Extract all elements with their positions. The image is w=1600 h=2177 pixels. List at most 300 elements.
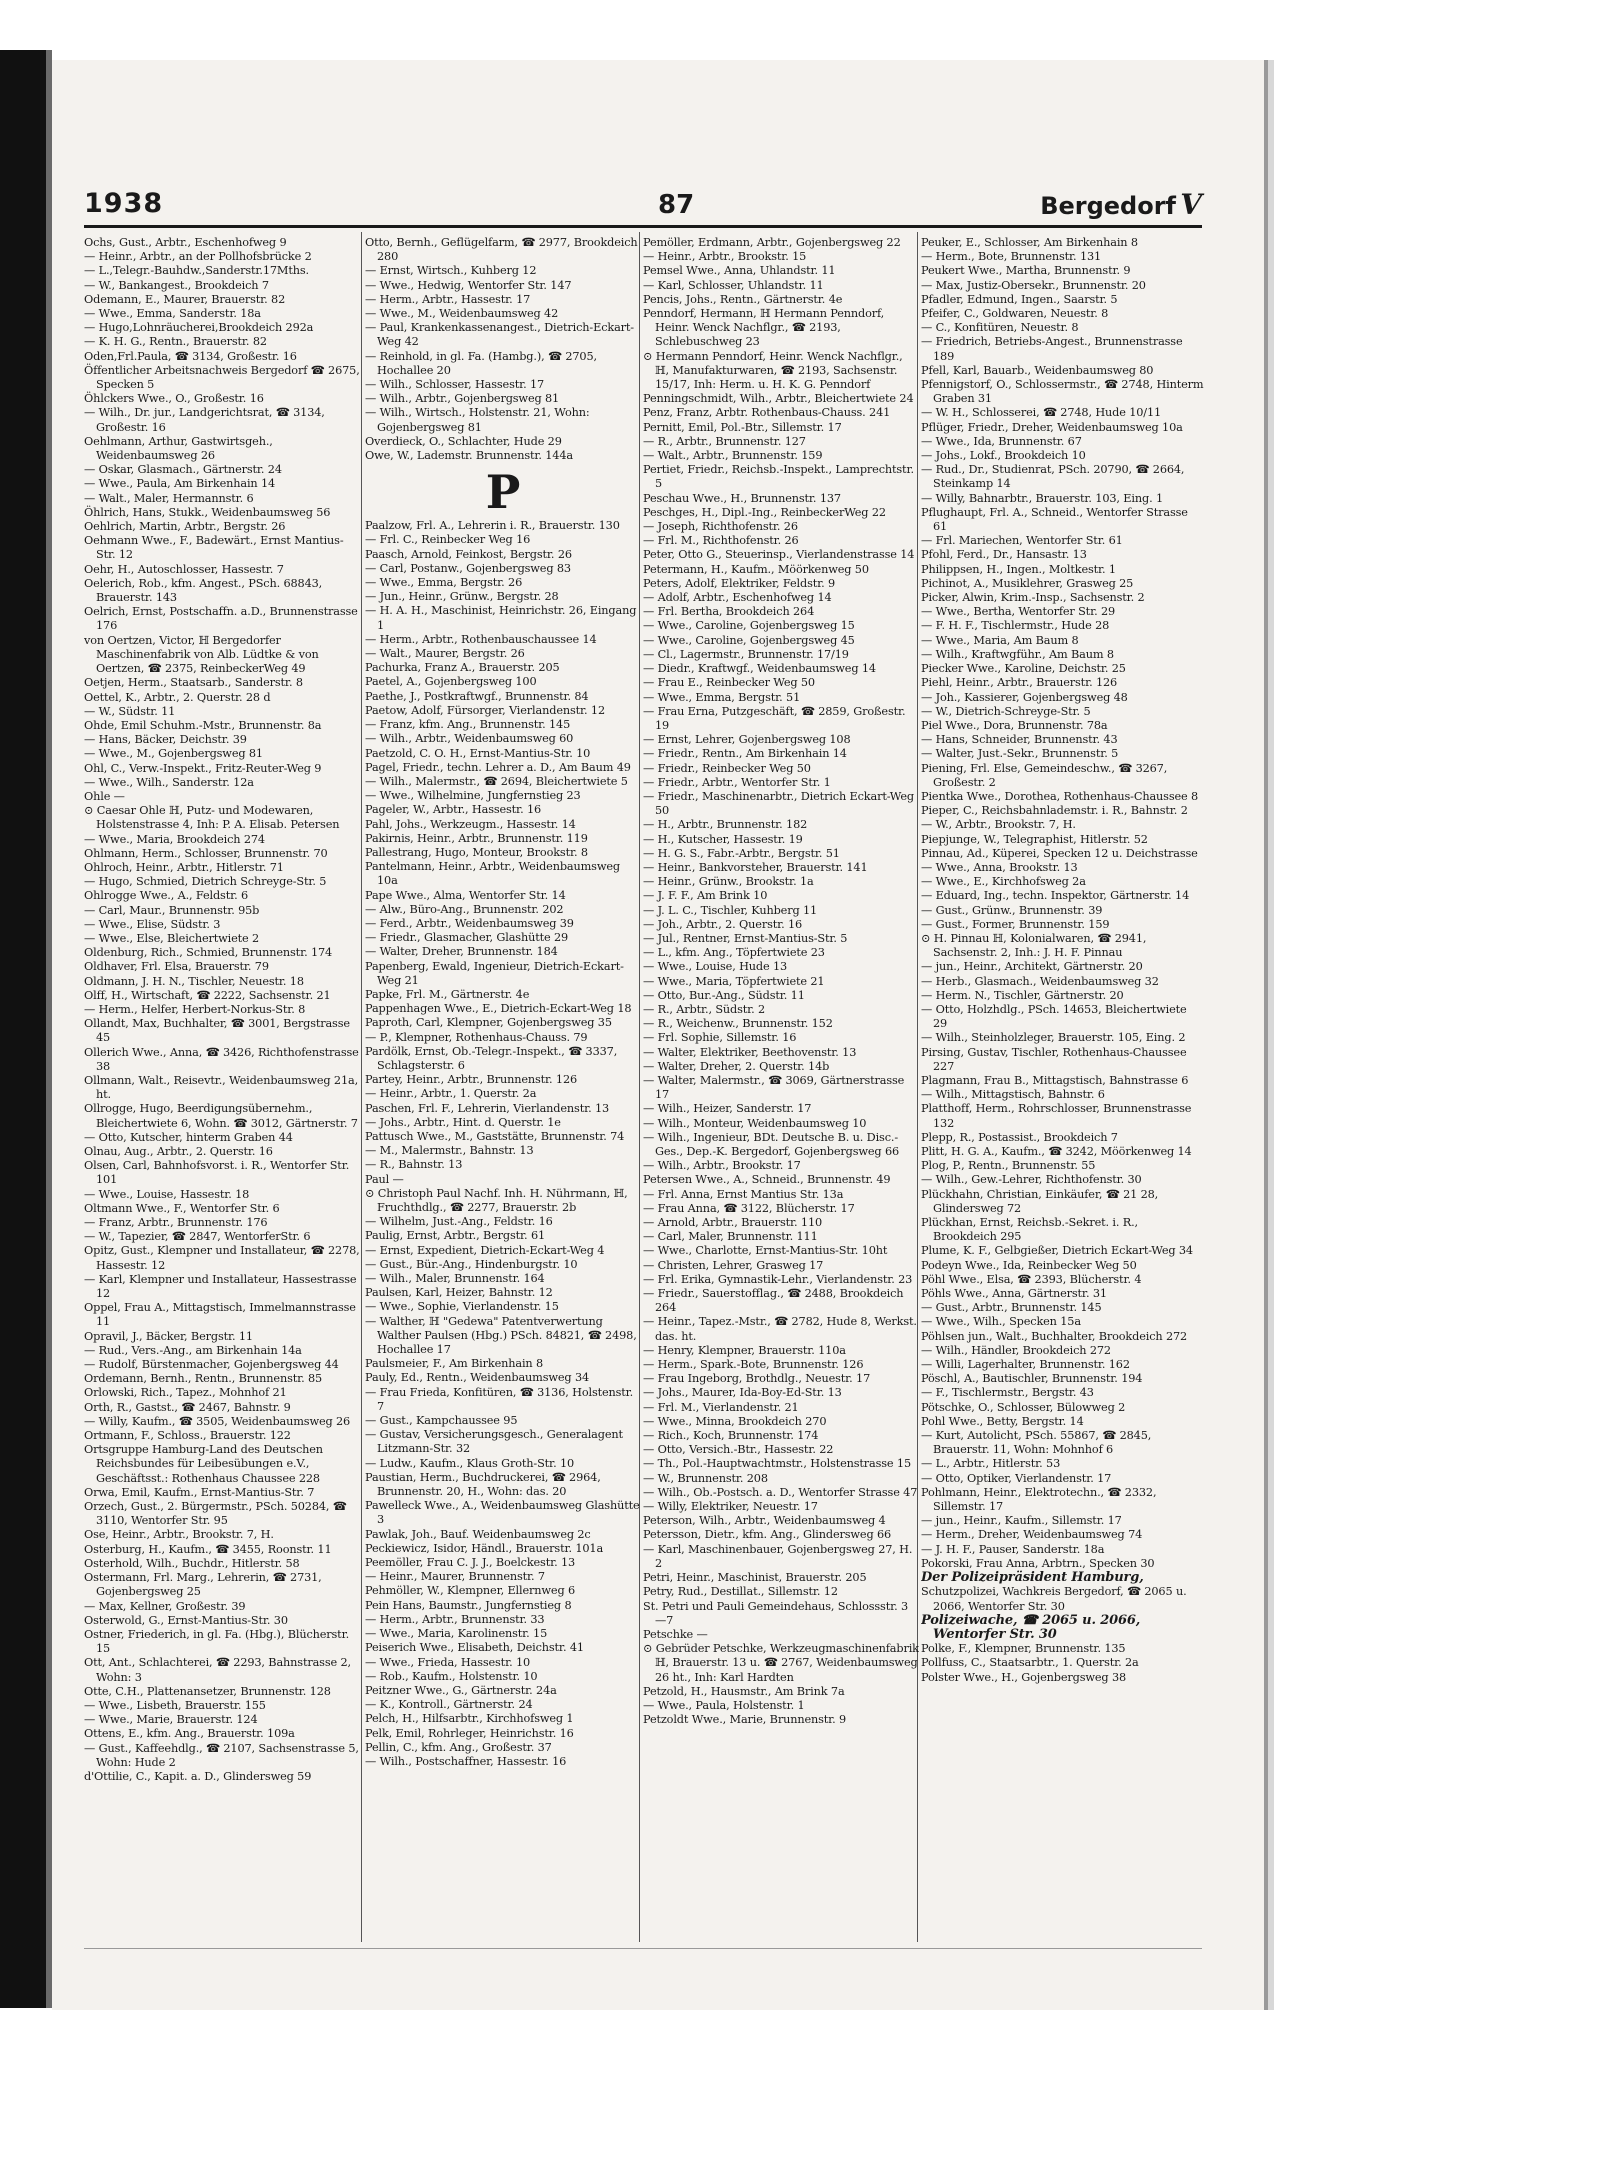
directory-entry: — Rudolf, Bürstenmacher, Gojenbergsweg 44 — [84, 1358, 339, 1372]
directory-entry: — W. H., Schlosserei, ☎ 2748, Hude 10/11 — [921, 406, 1162, 420]
header-title: Bergedorf — [1040, 192, 1176, 220]
directory-entry: — Wwe., Ida, Brunnenstr. 67 — [921, 434, 1082, 448]
directory-entry: — Jun., Heinr., Grünw., Bergstr. 28 — [365, 590, 559, 604]
directory-entry: — Herm. N., Tischler, Gärtnerstr. 20 — [921, 988, 1124, 1002]
directory-entry: Öhlckers Wwe., O., Großestr. 16 — [84, 392, 264, 406]
directory-entry: — Karl, Klempner und Installateur, Hassestrasse 12 — [84, 1272, 357, 1301]
directory-entry: — H. G. S., Fabr.-Arbtr., Bergstr. 51 — [643, 846, 840, 860]
directory-entry: Piecker Wwe., Karoline, Deichstr. 25 — [921, 662, 1126, 676]
directory-entry: — Wwe., Bertha, Wentorfer Str. 29 — [921, 605, 1116, 619]
directory-entry: Pötschke, O., Schlosser, Bülowweg 2 — [921, 1400, 1126, 1414]
directory-entry: — Arnold, Arbtr., Brauerstr. 110 — [643, 1216, 823, 1230]
directory-entry: — L.,Telegr.-Bauhdw.,Sanderstr.17Mths. — [84, 264, 309, 278]
directory-entry: Oden,Frl.Paula, ☎ 3134, Großestr. 16 — [84, 349, 297, 363]
directory-entry: — Wilh., Arbtr., Brookstr. 17 — [643, 1159, 801, 1173]
directory-entry: — Rich., Koch, Brunnenstr. 174 — [643, 1429, 819, 1443]
directory-entry: — W., Tapezier, ☎ 2847, WentorferStr. 6 — [84, 1230, 311, 1244]
directory-entry: — Frau Anna, ☎ 3122, Blücherstr. 17 — [643, 1201, 855, 1215]
directory-entry: — H., Arbtr., Brunnenstr. 182 — [643, 818, 808, 832]
directory-entry: Paulsen, Karl, Heizer, Bahnstr. 12 — [365, 1286, 553, 1300]
directory-entry: Oppel, Frau A., Mittagstisch, Immelmannstrasse 11 — [84, 1301, 356, 1329]
directory-entry: Plog, P., Rentn., Brunnenstr. 55 — [921, 1159, 1096, 1173]
directory-entry: Ohlmann, Herm., Schlosser, Brunnenstr. 70 — [84, 846, 328, 860]
directory-entry: — Wwe., E., Kirchhofsweg 2a — [921, 875, 1086, 889]
directory-entry: — Willy, Bahnarbtr., Brauerstr. 103, Eing. 1 — [921, 491, 1163, 505]
directory-entry: — Gust., Bür.-Ang., Hindenburgstr. 10 — [365, 1257, 578, 1271]
directory-entry: Peckiewicz, Isidor, Händl., Brauerstr. 101a — [365, 1541, 604, 1555]
directory-entry: — Wilh., Monteur, Weidenbaumsweg 10 — [643, 1116, 867, 1130]
directory-entry: — Wilh., Postschaffner, Hassestr. 16 — [365, 1754, 567, 1768]
directory-entry: Oetjen, Herm., Staatsarb., Sanderstr. 8 — [84, 676, 303, 690]
directory-entry: — Otto, Holzhdlg., PSch. 14653, Bleichertwiete 29 — [921, 1002, 1187, 1031]
directory-entry: — Rob., Kaufm., Holstenstr. 10 — [365, 1669, 538, 1683]
directory-entry: Platthoff, Herm., Rohrschlosser, Brunnenstrasse 132 — [921, 1102, 1192, 1130]
directory-entry: Oelerich, Rob., kfm. Angest., PSch. 68843, Brauerstr. 143 — [84, 576, 323, 605]
directory-entry: — L., kfm. Ang., Töpfertwiete 23 — [643, 946, 825, 960]
directory-entry: St. Petri und Pauli Gemeindehaus, Schlossstr. 3—7 — [643, 1599, 909, 1627]
directory-entry: — Wwe., Sophie, Vierlandenstr. 15 — [365, 1300, 559, 1314]
directory-entry: Papenberg, Ewald, Ingenieur, Dietrich-Eckart-Weg 21 — [365, 959, 624, 987]
directory-entry: — Hans, Bäcker, Deichstr. 39 — [84, 733, 247, 747]
directory-entry: Pertiet, Friedr., Reichsb.-Inspekt., Lamprechtstr. 5 — [643, 463, 914, 491]
directory-entry: — Walter, Dreher, Brunnenstr. 184 — [365, 945, 558, 959]
directory-entry: Pemöller, Erdmann, Arbtr., Gojenbergsweg 22 — [643, 236, 901, 249]
directory-entry: Otto, Bernh., Geflügelfarm, ☎ 2977, Brookdeich 280 — [365, 236, 638, 264]
directory-entry: — R., Weichenw., Brunnenstr. 152 — [643, 1017, 833, 1031]
directory-entry: Pieper, C., Reichsbahnlademstr. i. R., Bahnstr. 2 — [921, 804, 1188, 818]
directory-entry: — Herm., Arbtr., Brunnenstr. 33 — [365, 1612, 545, 1626]
directory-entry: Ostermann, Frl. Marg., Lehrerin, ☎ 2731, Gojenbergsweg 25 — [84, 1571, 322, 1599]
directory-entry: Paethe, J., Postkraftwgf., Brunnenstr. 84 — [365, 689, 589, 703]
directory-entry: Papke, Frl. M., Gärtnerstr. 4e — [365, 987, 530, 1001]
directory-entry: d'Ottilie, C., Kapit. a. D., Glindersweg 59 — [84, 1769, 312, 1783]
directory-entry: — F., Tischlermstr., Bergstr. 43 — [921, 1386, 1094, 1400]
directory-entry: — Willy, Elektriker, Neuestr. 17 — [643, 1500, 818, 1514]
directory-entry: von Oertzen, Victor, ℍ Bergedorfer Maschinenfabrik von Alb. Lüdtke & von Oertzen, ☎ 2375, ReinbeckerWeg 49 — [84, 633, 319, 676]
directory-entry: — jun., Heinr., Architekt, Gärtnerstr. 20 — [921, 960, 1143, 974]
directory-entry: — Wilh., Schlosser, Hassestr. 17 — [365, 378, 545, 392]
directory-entry: — Wwe., Else, Bleichertwiete 2 — [84, 931, 260, 945]
directory-entry: — Frau Erna, Putzgeschäft, ☎ 2859, Großestr. 19 — [643, 704, 906, 732]
directory-entry: Pflüger, Friedr., Dreher, Weidenbaumsweg 10a — [921, 420, 1183, 434]
directory-entry: — Johs., Lokf., Brookdeich 10 — [921, 449, 1086, 463]
directory-entry: Olsen, Carl, Bahnhofsvorst. i. R., Wentorfer Str. 101 — [84, 1159, 350, 1187]
directory-entry: Pichinot, A., Musiklehrer, Grasweg 25 — [921, 576, 1134, 590]
directory-entry: Pein Hans, Baumstr., Jungfernstieg 8 — [365, 1598, 572, 1612]
directory-entry: — Gustav, Versicherungsgesch., Generalagent Litzmann-Str. 32 — [365, 1428, 623, 1456]
directory-entry: — Wilh., Mittagstisch, Bahnstr. 6 — [921, 1088, 1105, 1102]
directory-entry: Picker, Alwin, Krim.-Insp., Sachsenstr. 2 — [921, 591, 1145, 605]
directory-entry: ⊙ Hermann Penndorf, Heinr. Wenck Nachflgr., ℍ, Manufakturwaren, ☎ 2193, Sachsenstr. 15/17, Inh: Herm. u. H. K. G. Penndorf — [643, 349, 903, 392]
directory-entry: Ollrogge, Hugo, Beerdigungsübernehm., Bleichertwiete 6, Wohn. ☎ 3012, Gärtnerstr. 7 — [84, 1102, 358, 1130]
directory-entry: Pokorski, Frau Anna, Arbtrn., Specken 30 — [921, 1556, 1155, 1570]
directory-entry: — Friedrich, Betriebs-Angest., Brunnenstrasse 189 — [921, 335, 1183, 363]
directory-entry: — H., Kutscher, Hassestr. 19 — [643, 832, 803, 846]
directory-entry: ⊙ Gebrüder Petschke, Werkzeugmaschinenfabrik ℍ, Brauerstr. 13 u. ☎ 2767, Weidenbaumsweg 26 ht., Inh: Karl Hardten — [643, 1642, 919, 1684]
directory-entry: Ochs, Gust., Arbtr., Eschenhofweg 9 — [84, 236, 287, 249]
directory-entry: — Karl, Schlosser, Uhlandstr. 11 — [643, 278, 824, 292]
directory-entry: Pinnau, Ad., Küperei, Specken 12 u. Deichstrasse — [921, 846, 1198, 860]
directory-entry: — Walter, Malermstr., ☎ 3069, Gärtnerstrasse 17 — [643, 1073, 905, 1102]
directory-entry: — Friedr., Arbtr., Wentorfer Str. 1 — [643, 775, 831, 789]
directory-entry: Petersson, Dietr., kfm. Ang., Glindersweg 66 — [643, 1528, 892, 1542]
directory-entry: — Frl. Mariechen, Wentorfer Str. 61 — [921, 534, 1123, 548]
directory-entry: Piehl, Heinr., Arbtr., Brauerstr. 126 — [921, 676, 1118, 690]
directory-entry: — M., Malermstr., Bahnstr. 13 — [365, 1144, 534, 1158]
directory-entry: Ollmann, Walt., Reisevtr., Weidenbaumsweg 21a, ht. — [84, 1073, 359, 1102]
directory-entry: — L., Arbtr., Hitlerstr. 53 — [921, 1457, 1061, 1471]
directory-entry: — Joh., Kassierer, Gojenbergsweg 48 — [921, 690, 1128, 704]
directory-entry: — Wwe., Maria, Brookdeich 274 — [84, 832, 265, 846]
directory-entry: — Reinhold, in gl. Fa. (Hambg.), ☎ 2705, Hochallee 20 — [365, 349, 597, 377]
directory-entry: Orzech, Gust., 2. Bürgermstr., PSch. 50284, ☎ 3110, Wentorfer Str. 95 — [84, 1500, 347, 1528]
directory-entry: — Wwe., Frieda, Hassestr. 10 — [365, 1655, 531, 1669]
directory-entry: — Wwe., Louise, Hude 13 — [643, 960, 788, 974]
directory-entry: — Wwe., Charlotte, Ernst-Mantius-Str. 10ht — [643, 1244, 888, 1258]
directory-entry: Ohle — — [84, 789, 125, 803]
directory-entry: Petzoldt Wwe., Marie, Brunnenstr. 9 — [643, 1713, 847, 1727]
directory-entry: — W., Dietrich-Schreyge-Str. 5 — [921, 704, 1091, 718]
column-2 — [365, 236, 641, 1942]
directory-entry: — W., Bankangest., Brookdeich 7 — [84, 278, 269, 292]
directory-entry: — Walter, Elektriker, Beethovenstr. 13 — [643, 1045, 857, 1059]
directory-entry: Ohlroch, Heinr., Arbtr., Hitlerstr. 71 — [84, 860, 284, 874]
directory-entry: Penz, Franz, Arbtr. Rothenbaus-Chauss. 241 — [643, 406, 891, 420]
page-header — [84, 182, 1202, 226]
directory-entry: — Willy, Kaufm., ☎ 3505, Weidenbaumsweg 26 — [84, 1414, 351, 1428]
directory-entry: Owe, W., Lademstr. Brunnenstr. 144a — [365, 449, 573, 463]
directory-entry: Pape Wwe., Alma, Wentorfer Str. 14 — [365, 888, 566, 902]
directory-entry: Orwa, Emil, Kaufm., Ernst-Mantius-Str. 7 — [84, 1485, 315, 1499]
directory-entry: Pelch, H., Hilfsarbtr., Kirchhofsweg 1 — [365, 1712, 574, 1726]
directory-entry: — Heinr., Tapez.-Mstr., ☎ 2782, Hude 8, Werkst. das. ht. — [643, 1315, 917, 1343]
directory-entry: — Wwe., Caroline, Gojenbergsweg 15 — [643, 619, 855, 633]
directory-entry: — F. H. F., Tischlermstr., Hude 28 — [921, 619, 1110, 633]
directory-entry: Pencis, Johs., Rentn., Gärtnerstr. 4e — [643, 292, 843, 306]
directory-entry: Plume, K. F., Gelbgießer, Dietrich Eckart-Weg 34 — [921, 1244, 1193, 1258]
directory-entry: — Joseph, Richthofenstr. 26 — [643, 520, 798, 534]
directory-entry: — Herm., Spark.-Bote, Brunnenstr. 126 — [643, 1358, 864, 1372]
directory-entry: — Herm., Arbtr., Rothenbauschaussee 14 — [365, 632, 597, 646]
directory-entry: — Ernst, Expedient, Dietrich-Eckart-Weg 4 — [365, 1243, 605, 1257]
directory-entry: — Joh., Arbtr., 2. Querstr. 16 — [643, 917, 803, 931]
directory-entry: — W., Brunnenstr. 208 — [643, 1471, 768, 1485]
directory-entry: Pagel, Friedr., techn. Lehrer a. D., Am Baum 49 — [365, 760, 631, 774]
directory-entry: — Henry, Klempner, Brauerstr. 110a — [643, 1343, 846, 1357]
header-year: 1938 — [84, 188, 164, 219]
directory-entry: — Adolf, Arbtr., Eschenhofweg 14 — [643, 591, 832, 605]
directory-entry: — Ernst, Wirtsch., Kuhberg 12 — [365, 264, 537, 278]
directory-entry: — Wwe., Emma, Bergstr. 51 — [643, 690, 801, 704]
directory-entry: — Heinr., Bankvorsteher, Brauerstr. 141 — [643, 860, 868, 874]
directory-entry: Oehlmann, Arthur, Gastwirtsgeh., Weidenbaumsweg 26 — [84, 434, 273, 463]
header-page-number: 87 — [658, 190, 695, 220]
directory-entry: — Max, Kellner, Großestr. 39 — [84, 1599, 246, 1613]
directory-entry: Ohl, C., Verw.-Inspekt., Fritz-Reuter-Weg 9 — [84, 761, 322, 775]
directory-entry: — Cl., Lagermstr., Brunnenstr. 17/19 — [643, 647, 849, 661]
directory-entry: — Wilh., Arbtr., Gojenbergsweg 81 — [365, 392, 560, 406]
directory-entry: — Heinr., Arbtr., Brookstr. 15 — [643, 250, 807, 264]
directory-entry: Osterhold, Wilh., Buchdr., Hitlerstr. 58 — [84, 1556, 300, 1570]
directory-entry: — Wwe., Wilhelmine, Jungfernstieg 23 — [365, 789, 581, 803]
directory-entry: Pauly, Ed., Rentn., Weidenbaumsweg 34 — [365, 1371, 590, 1385]
directory-entry: — Kurt, Autolicht, PSch. 55867, ☎ 2845, Brauerstr. 11, Wohn: Mohnhof 6 — [921, 1429, 1152, 1457]
directory-entry: Peschau Wwe., H., Brunnenstr. 137 — [643, 491, 841, 505]
directory-entry: — Heinr., Maurer, Brunnenstr. 7 — [365, 1570, 545, 1584]
directory-entry: — Christen, Lehrer, Grasweg 17 — [643, 1258, 824, 1272]
directory-entry: Podeyn Wwe., Ida, Reinbecker Weg 50 — [921, 1258, 1137, 1272]
directory-entry: — Wwe., M., Gojenbergsweg 81 — [84, 747, 263, 761]
directory-entry: Öffentlicher Arbeitsnachweis Bergedorf ☎ 2675, Specken 5 — [84, 363, 360, 392]
directory-entry: — Gust., Former, Brunnenstr. 159 — [921, 917, 1110, 931]
directory-entry: — jun., Heinr., Kaufm., Sillemstr. 17 — [921, 1514, 1122, 1528]
directory-entry: Olnau, Aug., Arbtr., 2. Querstr. 16 — [84, 1145, 273, 1158]
directory-entry: — Otto, Kutscher, hinterm Graben 44 — [84, 1130, 293, 1144]
directory-entry: Pantelmann, Heinr., Arbtr., Weidenbaumsweg 10a — [365, 860, 620, 888]
directory-entry: Paulsmeier, F., Am Birkenhain 8 — [365, 1357, 544, 1371]
directory-entry: Petri, Heinr., Maschinist, Brauerstr. 205 — [643, 1571, 867, 1585]
directory-entry: — J. L. C., Tischler, Kuhberg 11 — [643, 903, 818, 917]
directory-entry: — Gust., Kampchaussee 95 — [365, 1414, 518, 1428]
directory-entry: Plepp, R., Postassist., Brookdeich 7 — [921, 1130, 1118, 1144]
directory-entry: Ordemann, Bernh., Rentn., Brunnenstr. 85 — [84, 1372, 323, 1386]
directory-entry: — Wilh., Dr. jur., Landgerichtsrat, ☎ 3134, Großestr. 16 — [84, 406, 325, 434]
directory-entry: — Hans, Schneider, Brunnenstr. 43 — [921, 733, 1118, 747]
directory-entry: Pfeifer, C., Goldwaren, Neuestr. 8 — [921, 307, 1109, 321]
directory-entry: — Wilh., Kraftwgführ., Am Baum 8 — [921, 647, 1114, 661]
directory-entry: Orth, R., Gastst., ☎ 2467, Bahnstr. 9 — [84, 1400, 291, 1414]
directory-entry: Peuker, E., Schlosser, Am Birkenhain 8 — [921, 236, 1138, 249]
directory-entry: Peschges, H., Dipl.-Ing., ReinbeckerWeg 22 — [643, 505, 886, 519]
directory-entry: — Gust., Grünw., Brunnenstr. 39 — [921, 903, 1103, 917]
header-rule — [84, 225, 1202, 228]
directory-entry: — Wwe., Emma, Bergstr. 26 — [365, 576, 523, 590]
directory-heading: Polizeiwache, ☎ 2065 u. 2066, Wentorfer Str. 30 — [921, 1612, 1141, 1642]
directory-entry: Pfennigstorf, O., Schlossermstr., ☎ 2748, Hinterm Graben 31 — [921, 378, 1204, 406]
directory-entry: Orlowski, Rich., Tapez., Mohnhof 21 — [84, 1386, 287, 1400]
directory-entry: Peterson, Wilh., Arbtr., Weidenbaumsweg 4 — [643, 1514, 886, 1528]
directory-entry: — Johs., Arbtr., Hint. d. Querstr. 1e — [365, 1115, 561, 1129]
directory-entry: Opravil, J., Bäcker, Bergstr. 11 — [84, 1329, 253, 1343]
directory-entry: — Rud., Dr., Studienrat, PSch. 20790, ☎ 2664, Steinkamp 14 — [921, 463, 1185, 491]
directory-entry: ⊙ Christoph Paul Nachf. Inh. H. Nührmann, ℍ, Fruchthdlg., ☎ 2277, Brauerstr. 2b — [365, 1186, 628, 1214]
directory-entry: Pohlmann, Heinr., Elektrotechn., ☎ 2332, Sillemstr. 17 — [921, 1485, 1157, 1514]
directory-entry: Pehmöller, W., Klempner, Ellernweg 6 — [365, 1584, 576, 1598]
directory-entry: Ortmann, F., Schloss., Brauerstr. 122 — [84, 1429, 291, 1443]
directory-entry: — Frl. Bertha, Brookdeich 264 — [643, 605, 815, 619]
directory-entry: — Frau E., Reinbecker Weg 50 — [643, 676, 815, 690]
directory-entry: Oltmann Wwe., F., Wentorfer Str. 6 — [84, 1201, 280, 1215]
directory-entry: — J. F. F., Am Brink 10 — [643, 889, 768, 903]
directory-entry: Opitz, Gust., Klempner und Installateur, ☎ 2278, Hassestr. 12 — [84, 1244, 360, 1272]
directory-entry: Pallestrang, Hugo, Monteur, Brookstr. 8 — [365, 845, 588, 859]
directory-entry: — Rud., Vers.-Ang., am Birkenhain 14a — [84, 1343, 302, 1357]
directory-entry: Odemann, E., Maurer, Brauerstr. 82 — [84, 292, 286, 306]
directory-entry: — Walt., Maurer, Bergstr. 26 — [365, 647, 525, 661]
directory-entry: — Otto, Bur.-Ang., Südstr. 11 — [643, 988, 805, 1002]
directory-entry: Petry, Rud., Destillat., Sillemstr. 12 — [643, 1585, 838, 1599]
directory-entry: — Ludw., Kaufm., Klaus Groth-Str. 10 — [365, 1456, 575, 1470]
directory-entry: Petzold, H., Hausmstr., Am Brink 7a — [643, 1684, 845, 1698]
directory-entry: — Wwe., Maria, Karolinenstr. 15 — [365, 1627, 548, 1641]
directory-entry: — Karl, Maschinenbauer, Gojenbergsweg 27, H. 2 — [643, 1542, 913, 1570]
directory-entry: — Wilh., Heizer, Sanderstr. 17 — [643, 1102, 812, 1116]
directory-entry: — Herm., Bote, Brunnenstr. 131 — [921, 250, 1102, 264]
directory-entry: Pardölk, Ernst, Ob.-Telegr.-Inspekt., ☎ 3337, Schlagsterstr. 6 — [365, 1044, 618, 1072]
directory-entry: — Walther, ℍ "Gedewa" Patentverwertung Walther Paulsen (Hbg.) PSch. 84821, ☎ 2498, Hochallee 17 — [365, 1314, 637, 1357]
directory-entry: — Willi, Lagerhalter, Brunnenstr. 162 — [921, 1358, 1130, 1372]
directory-entry: — R., Arbtr., Brunnenstr. 127 — [643, 434, 806, 448]
directory-entry: — Franz, kfm. Ang., Brunnenstr. 145 — [365, 718, 571, 732]
directory-entry: — Gust., Arbtr., Brunnenstr. 145 — [921, 1301, 1102, 1315]
directory-entry: Pfadler, Edmund, Ingen., Saarstr. 5 — [921, 292, 1118, 306]
directory-entry: — Walt., Arbtr., Brunnenstr. 159 — [643, 449, 823, 463]
directory-entry: — Wilh., Ob.-Postsch. a. D., Wentorfer Strasse 47 — [643, 1485, 918, 1499]
directory-entry: — Wwe., Wilh., Sanderstr. 12a — [84, 775, 254, 789]
directory-entry: — Wilh., Ingenieur, BDt. Deutsche B. u. Disc.-Ges., Dep.-K. Bergedorf, Gojenbergsweg 66 — [643, 1130, 900, 1158]
directory-entry: Petschke — — [643, 1627, 708, 1641]
directory-entry: Paetzold, C. O. H., Ernst-Mantius-Str. 10 — [365, 746, 591, 760]
directory-entry: Pappenhagen Wwe., E., Dietrich-Eckart-Weg 18 — [365, 1002, 632, 1016]
directory-entry: — Gust., Kaffeehdlg., ☎ 2107, Sachsenstrasse 5, Wohn: Hude 2 — [84, 1741, 359, 1769]
directory-entry: — Otto, Optiker, Vierlandenstr. 17 — [921, 1471, 1112, 1485]
directory-entry: Pachurka, Franz A., Brauerstr. 205 — [365, 661, 560, 675]
directory-entry: Peitzner Wwe., G., Gärtnerstr. 24a — [365, 1683, 557, 1697]
directory-entry: — Wilh., Malermstr., ☎ 2694, Bleichertwiete 5 — [365, 774, 628, 788]
directory-entry: Pöhl Wwe., Elsa, ☎ 2393, Blücherstr. 4 — [921, 1272, 1142, 1286]
directory-entry: — Wwe., Hedwig, Wentorfer Str. 147 — [365, 278, 572, 292]
directory-entry: Paalzow, Frl. A., Lehrerin i. R., Brauerstr. 130 — [365, 519, 620, 533]
directory-entry: Pellin, C., kfm. Ang., Großestr. 37 — [365, 1740, 552, 1754]
directory-entry: — Wwe., Louise, Hassestr. 18 — [84, 1187, 250, 1201]
directory-entry: — Frl. M., Richthofenstr. 26 — [643, 534, 799, 548]
directory-entry: Piel Wwe., Dora, Brunnenstr. 78a — [921, 718, 1108, 732]
directory-entry: — H. A. H., Maschinist, Heinrichstr. 26, Eingang 1 — [365, 604, 637, 632]
directory-entry: — Wwe., Maria, Am Baum 8 — [921, 633, 1079, 647]
directory-entry: — Wilh., Arbtr., Weidenbaumsweg 60 — [365, 732, 574, 746]
directory-entry: Pernitt, Emil, Pol.-Btr., Sillemstr. 17 — [643, 420, 842, 434]
directory-entry: — Wwe., Minna, Brookdeich 270 — [643, 1414, 827, 1428]
directory-entry: — Frau Ingeborg, Brothdlg., Neuestr. 17 — [643, 1372, 871, 1386]
directory-entry: — Herm., Arbtr., Hassestr. 17 — [365, 292, 531, 306]
directory-entry: — Frl. C., Reinbecker Weg 16 — [365, 533, 531, 547]
header-section: V — [1180, 188, 1202, 221]
directory-entry: Pollfuss, C., Staatsarbtr., 1. Querstr. 2a — [921, 1656, 1139, 1670]
directory-entry: — Frau Frieda, Konfitüren, ☎ 3136, Holstenstr. 7 — [365, 1385, 634, 1413]
directory-entry: — K., Kontroll., Gärtnerstr. 24 — [365, 1698, 533, 1712]
directory-entry: — Wwe., Elise, Südstr. 3 — [84, 917, 221, 931]
column-3 — [643, 236, 919, 1942]
directory-entry: Pemsel Wwe., Anna, Uhlandstr. 11 — [643, 264, 836, 278]
directory-entry: Polster Wwe., H., Gojenbergsweg 38 — [921, 1670, 1127, 1684]
directory-entry: — Ernst, Lehrer, Gojenbergsweg 108 — [643, 733, 851, 747]
directory-entry: — Ferd., Arbtr., Weidenbaumsweg 39 — [365, 916, 574, 930]
directory-entry: — Walter, Just.-Sekr., Brunnenstr. 5 — [921, 747, 1119, 761]
directory-entry: Paetow, Adolf, Fürsorger, Vierlandenstr. 12 — [365, 703, 605, 717]
directory-entry: Paasch, Arnold, Feinkost, Bergstr. 26 — [365, 547, 572, 561]
directory-entry: — K. H. G., Rentn., Brauerstr. 82 — [84, 335, 267, 349]
directory-entry: Pirsing, Gustav, Tischler, Rothenhaus-Chaussee 227 — [921, 1045, 1187, 1073]
directory-entry: — Frl. M., Vierlandenstr. 21 — [643, 1400, 799, 1414]
column-4 — [921, 236, 1204, 1942]
directory-entry: Oehlrich, Martin, Arbtr., Bergstr. 26 — [84, 520, 286, 534]
directory-entry: Petermann, H., Kaufm., Möörkenweg 50 — [643, 562, 869, 576]
directory-entry: Penningschmidt, Wilh., Arbtr., Bleichertwiete 24 — [643, 392, 914, 406]
directory-entry: Oehmann Wwe., F., Badewärt., Ernst Mantius-Str. 12 — [84, 534, 344, 562]
directory-entry: Peter, Otto G., Steuerinsp., Vierlandenstrasse 14 — [643, 548, 915, 562]
bottom-rule — [84, 1948, 1202, 1949]
directory-entry: — Wwe., Paula, Holstenstr. 1 — [643, 1698, 805, 1712]
directory-entry: ⊙ H. Pinnau ℍ, Kolonialwaren, ☎ 2941, Sachsenstr. 2, Inh.: J. H. F. Pinnau — [921, 931, 1147, 960]
column-1 — [84, 236, 360, 1942]
directory-entry: Pawlak, Joh., Bauf. Weidenbaumsweg 2c — [365, 1527, 591, 1541]
directory-entry: — J. H. F., Pauser, Sanderstr. 18a — [921, 1542, 1105, 1556]
directory-entry: — W., Südstr. 11 — [84, 704, 176, 718]
directory-entry: — Heinr., Arbtr., 1. Querstr. 2a — [365, 1087, 537, 1101]
directory-entry: Ortsgruppe Hamburg-Land des Deutschen Reichsbundes für Leibesübungen e.V., Geschäftsst.: Rothenhaus Chaussee 228 — [84, 1443, 323, 1485]
directory-entry: — Herb., Glasmach., Weidenbaumsweg 32 — [921, 974, 1159, 988]
directory-entry: Osterwold, G., Ernst-Mantius-Str. 30 — [84, 1613, 288, 1627]
directory-entry: Peters, Adolf, Elektriker, Feldstr. 9 — [643, 576, 836, 590]
directory-entry: Philippsen, H., Ingen., Moltkestr. 1 — [921, 562, 1116, 576]
directory-entry: Paschen, Frl. F., Lehrerin, Vierlandenstr. 13 — [365, 1101, 610, 1115]
directory-entry: — Max, Justiz-Obersekr., Brunnenstr. 20 — [921, 278, 1146, 292]
directory-entry: Petersen Wwe., A., Schneid., Brunnenstr. 49 — [643, 1173, 891, 1187]
directory-entry: — C., Konfitüren, Neuestr. 8 — [921, 321, 1079, 335]
directory-entry: Plitt, H. G. A., Kaufm., ☎ 3242, Möörkenweg 14 — [921, 1145, 1192, 1158]
directory-entry: — Jul., Rentner, Ernst-Mantius-Str. 5 — [643, 931, 848, 945]
directory-entry: — Wilh., Wirtsch., Holstenstr. 21, Wohn: Gojenbergsweg 81 — [365, 406, 590, 434]
directory-entry: Paproth, Carl, Klempner, Gojenbergsweg 35 — [365, 1016, 612, 1030]
directory-entry: Osterburg, H., Kaufm., ☎ 3455, Roonstr. 11 — [84, 1542, 332, 1556]
directory-entry: — Wilh., Händler, Brookdeich 272 — [921, 1343, 1111, 1357]
directory-entry: Pöschl, A., Bautischler, Brunnenstr. 194 — [921, 1372, 1143, 1386]
directory-entry: Oldenburg, Rich., Schmied, Brunnenstr. 174 — [84, 946, 333, 960]
directory-entry: — Wilh., Steinholzleger, Brauerstr. 105, Eing. 2 — [921, 1031, 1186, 1045]
directory-entry: Paulig, Ernst, Arbtr., Bergstr. 61 — [365, 1229, 546, 1243]
directory-entry: — Wilh., Gew.-Lehrer, Richthofenstr. 30 — [921, 1173, 1142, 1187]
directory-entry: — Wwe., M., Weidenbaumsweg 42 — [365, 307, 559, 321]
directory-entry: — Wwe., Paula, Am Birkenhain 14 — [84, 477, 276, 491]
directory-entry: Overdieck, O., Schlachter, Hude 29 — [365, 434, 562, 448]
directory-entry: Ostner, Friederich, in gl. Fa. (Hbg.), Blücherstr. 15 — [84, 1627, 350, 1656]
directory-entry: — Hugo, Schmied, Dietrich Schreyge-Str. 5 — [84, 875, 327, 889]
directory-entry: Pfohl, Ferd., Dr., Hansastr. 13 — [921, 548, 1087, 562]
directory-entry: — P., Klempner, Rothenhaus-Chauss. 79 — [365, 1030, 588, 1044]
directory-entry: — Wwe., Emma, Sanderstr. 18a — [84, 307, 261, 321]
directory-entry: Pageler, W., Arbtr., Hassestr. 16 — [365, 803, 542, 817]
directory-entry: Ott, Ant., Schlachterei, ☎ 2293, Bahnstrasse 2, Wohn: 3 — [84, 1656, 351, 1684]
directory-entry: Peiserich Wwe., Elisabeth, Deichstr. 41 — [365, 1641, 584, 1655]
directory-entry: Polke, F., Klempner, Brunnenstr. 135 — [921, 1642, 1126, 1656]
directory-entry: — R., Arbtr., Südstr. 2 — [643, 1002, 766, 1016]
directory-entry: Öhlrich, Hans, Stukk., Weidenbaumsweg 56 — [84, 505, 331, 519]
directory-entry: Pientka Wwe., Dorothea, Rothenhaus-Chaussee 8 — [921, 789, 1199, 803]
directory-entry: — Wwe., Caroline, Gojenbergsweg 45 — [643, 633, 855, 647]
directory-entry: Pahl, Johs., Werkzeugm., Hassestr. 14 — [365, 817, 576, 831]
directory-entry: Paustian, Herm., Buchdruckerei, ☎ 2964, Brunnenstr. 20, H., Wohn: das. 20 — [365, 1470, 601, 1499]
directory-entry: ⊙ Caesar Ohle ℍ, Putz- und Modewaren, Holstenstrasse 4, Inh: P. A. Elisab. Petersen — [84, 804, 340, 832]
directory-entry: Ohlrogge Wwe., A., Feldstr. 6 — [84, 889, 249, 903]
directory-entry: — Alw., Büro-Ang., Brunnenstr. 202 — [365, 902, 564, 916]
directory-entry: Olff, H., Wirtschaft, ☎ 2222, Sachsenstr. 21 — [84, 988, 331, 1002]
directory-entry: Ose, Heinr., Arbtr., Brookstr. 7, H. — [84, 1528, 274, 1542]
directory-entry: Plückhan, Ernst, Reichsb.-Sekret. i. R., Brookdeich 295 — [921, 1216, 1138, 1244]
directory-entry: Piening, Frl. Else, Gemeindeschw., ☎ 3267, Großestr. 2 — [921, 761, 1168, 789]
directory-entry: — R., Bahnstr. 13 — [365, 1158, 463, 1172]
directory-entry: Pelk, Emil, Rohrleger, Heinrichstr. 16 — [365, 1726, 574, 1740]
directory-entry: Penndorf, Hermann, ℍ Hermann Penndorf, Heinr. Wenck Nachflgr., ☎ 2193, Schlebuschweg 23 — [643, 307, 885, 349]
